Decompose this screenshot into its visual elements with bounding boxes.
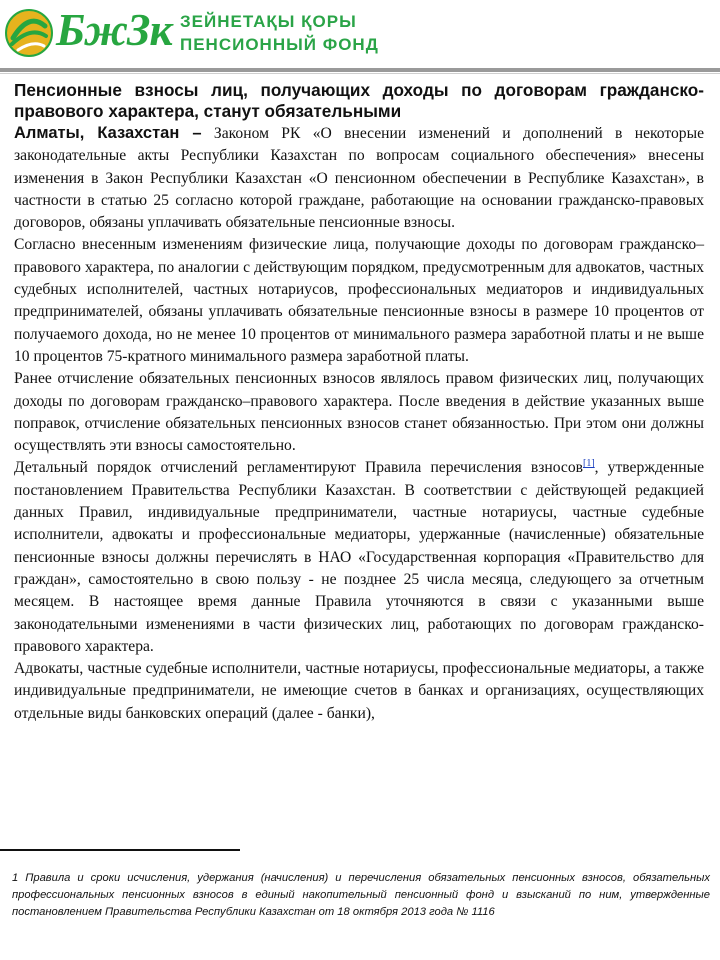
paragraph-4-lead: Детальный порядок отчислений регламентируют Правила перечисления взносов (14, 459, 583, 477)
article-body (14, 80, 704, 725)
page-header (0, 0, 720, 68)
header-divider (0, 68, 720, 72)
paragraph-5: Адвокаты, частные судебные исполнители, частные нотариусы, профессиональные медиаторы, а также индивидуальные предприниматели, не имеющие счетов в банках и организациях, осуществляющих отдельные виды банковских операций (далее - банки), (14, 660, 704, 722)
paragraph-2: Согласно внесенным изменениям физические лица, получающие доходы по договорам гражданско–правового характера, по аналогии с действующим порядком, предусмотренным для адвокатов, частных судебных исполнителей, частных нотариусов, профессиональных медиаторов и индивидуальных предпринимателей, обязаны уплачивать обязательные пенсионные взносы в размере 10 процентов от получаемого дохода, но не менее 10 процентов от минимального размера заработной платы и не выше 10 процентов 75-кратного минимального размера заработной платы. (14, 236, 704, 365)
paragraph-1 (14, 122, 704, 234)
paragraph-4: Детальный порядок отчислений регламентируют Правила перечисления взносов[1], утвержденные постановлением Правительства Республики Казахстан. В соответствии с действующей редакцией данных Правил, индивидуальные предприниматели, частные нотариусы, частные судебные исполнители, адвокаты и профессиональные медиаторы, удержанные (начисленные) обязательные пенсионные взносы должны перечислять в НАО «Государственная корпорация «Правительство для граждан», самостоятельно в свою пользу - не позднее 25 числа месяца, следующего за отчетным месяцем. В настоящее время данные Правила уточняются в связи с указанными выше законодательными изменениями в части физических лиц, работающих по договорам гражданско-правового характера. (14, 458, 704, 655)
article-title: Пенсионные взносы лиц, получающих доходы по договорам гражданско-правового характера, станут обязательными (14, 80, 704, 121)
fund-emblem-icon (4, 8, 54, 58)
dateline: Алматы, Казахстан – (14, 124, 202, 142)
footnote-reference-link[interactable]: [1] (582, 458, 595, 470)
paragraph-3: Ранее отчисление обязательных пенсионных взносов являлось правом физических лиц, получающих доходы по договорам гражданско–правового характера. После введения в действие указанных выше поправок, отчисление обязательных пенсионных взносов станет обязанностью. При этом они должны осуществлять эти взносы самостоятельно. (14, 370, 704, 455)
paragraph-4-text: утвержденные постановлением Правительства Республики Казахстан. В соответствии с действующей редакцией данных Правил, индивидуальные предприниматели, частные нотариусы, частные судебные исполнители, адвокаты и профессиональные медиаторы, удержанные (начисленные) обязательные пенсионные взносы должны перечислять в НАО «Государственная корпорация «Правительство для граждан», самостоятельно в свою пользу - не позднее 25 числа месяца, следующего за отчетным месяцем. В настоящее время данные Правила уточняются в связи с указанными выше законодательными изменениями в части физических лиц, работающих по договорам гражданско-правового характера. (14, 459, 704, 655)
paragraph-1-text: Законом РК «О внесении изменений и дополнений в некоторые законодательные акты Республики Казахстан по вопросам социального обеспечения» внесены изменения в Закон Республики Казахстан «О пенсионном обеспечении в Республике Казахстан», в частности в статью 25 согласно которой граждане, работающие на основании гражданско-правовых договоров, обязаны уплачивать обязательные пенсионные взносы. (14, 125, 705, 232)
footnote-divider (0, 849, 240, 851)
fund-name-kz: ЗЕЙНЕТАҚЫ ҚОРЫ (180, 12, 357, 31)
footnote-text: 1 Правила и сроки исчисления, удержания (начисления) и перечисления обязательных пенсионных взносов, обязательных профессиональных пенсионных взносов в единый накопительный пенсионный фонд и взысканий по ним, утвержденные постановлением Правительства Республики Казахстан от 18 октября 2013 года № 1116 (12, 872, 710, 919)
fund-name-ru: ПЕНСИОННЫЙ ФОНД (180, 35, 379, 54)
brand-logo-text: БжЗк (56, 4, 172, 55)
header-divider-thin (0, 73, 720, 74)
